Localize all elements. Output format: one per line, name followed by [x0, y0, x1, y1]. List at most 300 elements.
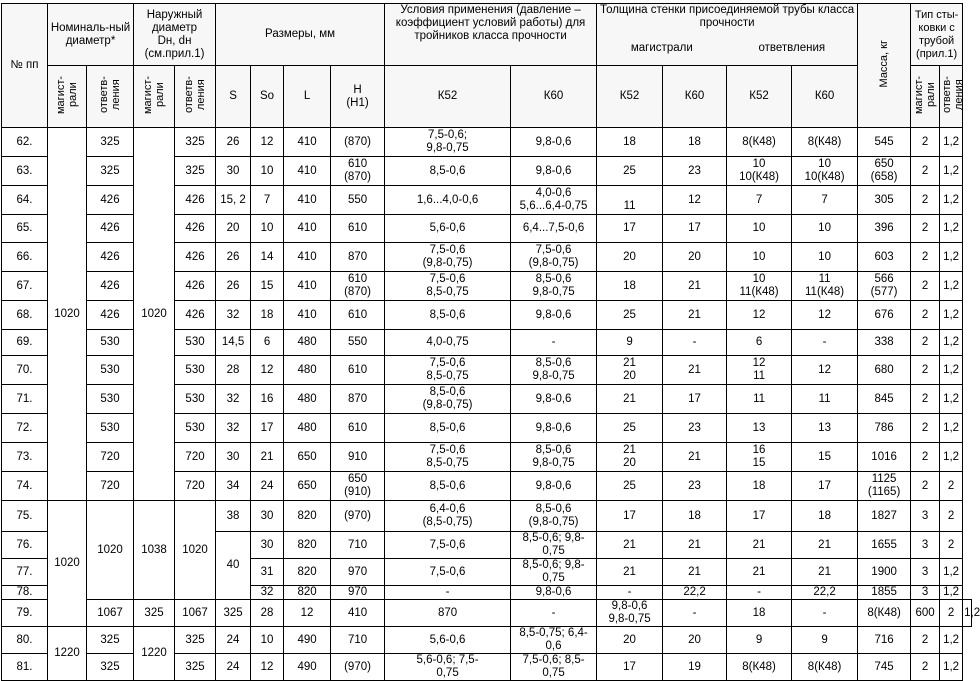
- cell-nom-mag: 1220: [48, 627, 87, 681]
- cell-t1: 2: [911, 654, 940, 681]
- cell-k60: 8,5-0,6 9,8-0,75: [511, 272, 597, 301]
- cell-k52: 5,6-0,6: [385, 627, 511, 654]
- cell-num: 69.: [2, 330, 48, 356]
- cell-k60: 9,8-0,6: [511, 157, 597, 186]
- cell-k52: 8,5-0,6: [385, 414, 511, 443]
- cell-t1: 2: [911, 385, 940, 414]
- cell-t2: 1,2: [940, 654, 963, 681]
- cell-wb52: -: [727, 586, 792, 600]
- cell-k60: -: [511, 330, 597, 356]
- cell-k60: 9,8-0,6: [511, 414, 597, 443]
- cell-t1: 2: [911, 414, 940, 443]
- cell-k60: 9,8-0,6: [511, 301, 597, 330]
- cell-wb52: 8(К48): [727, 654, 792, 681]
- cell-l: 490: [284, 627, 331, 654]
- cell-wb52: 10 10(К48): [727, 157, 792, 186]
- cell-nom-branch: 530: [87, 414, 134, 443]
- cell-l: 410: [284, 128, 331, 157]
- cell-wm52: 21 20: [597, 356, 663, 385]
- cell-h: 910: [331, 443, 385, 472]
- cell-k60: 9,8-0,6: [511, 472, 597, 501]
- table-row: [2, 627, 972, 654]
- cell-t1: 2: [911, 128, 940, 157]
- cell-wb52: 12 11: [727, 356, 792, 385]
- cell-t2: 1,2: [940, 414, 963, 443]
- cell-s: 40: [216, 532, 251, 600]
- cell-k52: 1,6...4,0-0,6: [385, 186, 511, 215]
- col-joint-header: Тип сты-ковки с трубой (прил.1): [911, 4, 963, 66]
- cell-s: 15, 2: [216, 186, 251, 215]
- cell-l: 480: [284, 356, 331, 385]
- cell-wb60: 22,2: [792, 586, 858, 600]
- cell-wm60: 23: [663, 157, 727, 186]
- cell-wb52: 17: [727, 501, 792, 532]
- cell-k52: 8,5-0,6: [385, 301, 511, 330]
- cell-wm60: 21: [663, 443, 727, 472]
- tees-spec-table: [1, 3, 980, 681]
- cell-wm60: 21: [663, 532, 727, 559]
- cell-wm60: -: [663, 330, 727, 356]
- cell-k52: 7,5-0,6: [385, 559, 511, 586]
- cell-t1: 2: [911, 301, 940, 330]
- wall-branch-header: ответвления: [758, 42, 826, 54]
- cell-out-branch: 530: [175, 385, 216, 414]
- cell-s: 24: [216, 627, 251, 654]
- cell-t2: 1,2: [963, 600, 972, 627]
- cell-t2: 1,2: [940, 330, 963, 356]
- cell-l: 410: [284, 243, 331, 272]
- cell-wb60: 11: [792, 385, 858, 414]
- cell-t2: 1,2: [940, 443, 963, 472]
- cell-wm52: 21 20: [597, 443, 663, 472]
- cell-out-branch: 325: [216, 600, 251, 627]
- cell-wb52: 11: [727, 385, 792, 414]
- cell-h: 610 (870): [331, 272, 385, 301]
- cell-h: 710: [331, 532, 385, 559]
- cell-wb52: 12: [727, 301, 792, 330]
- cell-s: 34: [216, 472, 251, 501]
- cell-wm52: 18: [597, 128, 663, 157]
- cell-num: 71.: [2, 385, 48, 414]
- cell-wb60: 17: [792, 472, 858, 501]
- cell-wb60: 8(К48): [792, 128, 858, 157]
- cell-nom-branch: 530: [87, 385, 134, 414]
- cell-h: 870: [385, 600, 511, 627]
- cell-so: 12: [284, 600, 331, 627]
- cell-num: 73.: [2, 443, 48, 472]
- cell-wm60: 23: [663, 472, 727, 501]
- cell-wm52: 25: [597, 157, 663, 186]
- cell-k52: 7,5-0,6 (9,8-0,75): [385, 243, 511, 272]
- cell-m: 396: [858, 215, 911, 243]
- cell-so: 30: [251, 532, 284, 559]
- cell-t1: 2: [911, 186, 940, 215]
- cell-num: 72.: [2, 414, 48, 443]
- cell-so: 12: [251, 356, 284, 385]
- cell-t2: 1,2: [940, 559, 963, 586]
- cell-k60: 9,8-0,6: [511, 385, 597, 414]
- cell-h: 970: [331, 586, 385, 600]
- cell-m: 676: [858, 301, 911, 330]
- cell-so: 14: [251, 243, 284, 272]
- cell-wm60: 17: [663, 385, 727, 414]
- cell-k52: 7,5-0,6: [385, 532, 511, 559]
- cell-wb52: -: [792, 600, 858, 627]
- cell-wb60: 12: [792, 356, 858, 385]
- cell-so: 10: [251, 157, 284, 186]
- cell-so: 18: [251, 301, 284, 330]
- col-mass-header: Масса, кг: [858, 4, 911, 128]
- cell-wb60: 13: [792, 414, 858, 443]
- cell-so: 21: [251, 443, 284, 472]
- cell-s: 30: [216, 157, 251, 186]
- cell-nom-mag: 1067: [87, 600, 134, 627]
- cell-t1: 2: [911, 243, 940, 272]
- cell-out-branch: 325: [175, 157, 216, 186]
- cell-so: 17: [251, 414, 284, 443]
- table-body: [2, 128, 980, 681]
- cell-num: 77.: [2, 559, 48, 586]
- cell-m: 1827: [858, 501, 911, 532]
- cell-wm60: 22,2: [663, 586, 727, 600]
- cell-nom-branch: 426: [87, 186, 134, 215]
- cell-num: 76.: [2, 532, 48, 559]
- cell-t2: 1,2: [940, 157, 963, 186]
- cell-t1: 2: [911, 472, 940, 501]
- cell-out-branch: 530: [175, 330, 216, 356]
- so-header: So: [251, 66, 284, 128]
- cell-k60: 8,5-0,75; 6,4-0,6: [511, 627, 597, 654]
- cell-nom-branch: 325: [87, 654, 134, 681]
- cell-t2: 1,2: [940, 356, 963, 385]
- cell-h: 650 (910): [331, 472, 385, 501]
- cell-k52: 5,6-0,6; 7,5- 0,75: [385, 654, 511, 681]
- cell-wb60: 9: [792, 627, 858, 654]
- cell-wm60: 12: [663, 186, 727, 215]
- cell-nom-branch: 325: [87, 157, 134, 186]
- cell-s: 28: [216, 356, 251, 385]
- cell-t2: 1,2: [940, 627, 963, 654]
- cell-l: 490: [284, 654, 331, 681]
- cell-k52: 7,5-0,6 8,5-0,75: [385, 443, 511, 472]
- cell-so: 31: [251, 559, 284, 586]
- cell-l: 410: [284, 272, 331, 301]
- cell-wm52: 18: [597, 272, 663, 301]
- cell-t1: 2: [911, 157, 940, 186]
- col-wall-header: Толщина стенки присоединяемой трубы класса прочности магистрали ответвления: [597, 4, 858, 66]
- col-num-header: № пп: [2, 4, 48, 128]
- cell-m: 680: [858, 356, 911, 385]
- cell-wm52: 25: [597, 414, 663, 443]
- cell-t2: 1,2: [940, 586, 963, 600]
- cell-h: (870): [331, 128, 385, 157]
- cell-out-mag: 1067: [175, 600, 216, 627]
- cell-k60: 9,8-0,6: [511, 128, 597, 157]
- cell-nom-branch: 530: [87, 356, 134, 385]
- cell-out-branch: 325: [175, 654, 216, 681]
- cell-out-branch: 325: [175, 627, 216, 654]
- cell-m: 1855: [858, 586, 911, 600]
- cell-t1: 2: [940, 600, 963, 627]
- wall-branch-k60-header: К60: [792, 66, 858, 128]
- cell-k52: 7,5-0,6; 9,8-0,75: [385, 128, 511, 157]
- cell-wb60: -: [792, 330, 858, 356]
- cell-m: 1900: [858, 559, 911, 586]
- cell-l: 820: [284, 586, 331, 600]
- cell-wb60: 11 11(К48): [792, 272, 858, 301]
- cell-t1: 3: [911, 586, 940, 600]
- cell-k60: 6,4...7,5-0,6: [511, 215, 597, 243]
- cell-wm60: 21: [663, 559, 727, 586]
- out-branch-header: ответв-ления: [175, 66, 216, 128]
- col-outer-diameter-header: Наружный диаметр Dн, dн (см.прил.1): [134, 4, 216, 66]
- cell-h: 550: [331, 330, 385, 356]
- cell-t2: 1,2: [940, 215, 963, 243]
- cell-out-branch: 325: [175, 128, 216, 157]
- cell-wb52: 10: [727, 215, 792, 243]
- cell-out-branch: 720: [175, 443, 216, 472]
- cell-h: 870: [331, 385, 385, 414]
- joint-branch-header: ответв-ления: [940, 66, 963, 128]
- cell-out-branch: 426: [175, 186, 216, 215]
- cell-s: 30: [216, 443, 251, 472]
- cell-out-mag: 1220: [134, 627, 175, 681]
- cell-k52: 7,5-0,6 8,5-0,75: [385, 356, 511, 385]
- cell-l: 410: [331, 600, 385, 627]
- cell-out-mag: 1020: [134, 128, 175, 501]
- cell-so: 15: [251, 272, 284, 301]
- cell-nom-branch: 426: [87, 215, 134, 243]
- cell-wb60: 10: [792, 215, 858, 243]
- cell-m: 545: [858, 128, 911, 157]
- cell-wm60: 20: [663, 243, 727, 272]
- cell-k52: 4,0-0,75: [385, 330, 511, 356]
- cell-wm60: 18: [727, 600, 792, 627]
- cell-out-branch: 530: [175, 356, 216, 385]
- cell-h: 550: [331, 186, 385, 215]
- cell-l: 820: [284, 559, 331, 586]
- cell-num: 70.: [2, 356, 48, 385]
- cell-h: 870: [331, 243, 385, 272]
- cell-wm52: 17: [597, 215, 663, 243]
- cond-k60-header: К60: [511, 66, 597, 128]
- cell-k60: 7,5-0,6; 8,5-0,75: [511, 654, 597, 681]
- col-nominal-diameter-header: Номиналь-ный диаметр*: [48, 4, 134, 66]
- cell-nom-mag: 1020: [48, 128, 87, 501]
- cell-h: (970): [331, 501, 385, 532]
- cell-so: 24: [251, 472, 284, 501]
- cell-t1: 2: [911, 443, 940, 472]
- cell-m: 786: [858, 414, 911, 443]
- cell-t2: 1,2: [940, 301, 963, 330]
- cell-wm52: 21: [597, 385, 663, 414]
- cell-nom-branch: 530: [87, 330, 134, 356]
- cell-s: 32: [216, 385, 251, 414]
- cell-wb60: 8(К48): [792, 654, 858, 681]
- cell-wm52: 17: [597, 654, 663, 681]
- cell-out-branch: 426: [175, 215, 216, 243]
- cell-l: 650: [284, 443, 331, 472]
- cell-l: 480: [284, 330, 331, 356]
- cell-wb60: 7: [792, 186, 858, 215]
- cell-h: 710: [331, 627, 385, 654]
- cell-m: 1016: [858, 443, 911, 472]
- cell-nom-mag: 1020: [48, 501, 87, 627]
- cell-wb52: 21: [727, 559, 792, 586]
- cell-wb60: 21: [792, 532, 858, 559]
- table-row: [2, 501, 972, 532]
- cell-t1: 3: [911, 559, 940, 586]
- cell-k52: 5,6-0,6: [385, 215, 511, 243]
- cell-s: 24: [216, 654, 251, 681]
- cell-t2: 1,2: [940, 385, 963, 414]
- cell-l: 820: [284, 532, 331, 559]
- cell-wb60: 15: [792, 443, 858, 472]
- cell-t2: 1,2: [940, 272, 963, 301]
- cell-num: 63.: [2, 157, 48, 186]
- cell-so: 7: [251, 186, 284, 215]
- cell-num: 75.: [2, 501, 48, 532]
- cell-out-branch: 530: [175, 414, 216, 443]
- table-header: [2, 4, 972, 128]
- cell-wb60: 10 10(К48): [792, 157, 858, 186]
- cell-s: 26: [216, 128, 251, 157]
- cell-wm60: 23: [663, 414, 727, 443]
- cell-k60: 8,5-0,6; 9,8-0,75: [511, 532, 597, 559]
- cell-nom-branch: 325: [134, 600, 175, 627]
- cell-nom-branch: 720: [87, 472, 134, 501]
- cell-wb52: 7: [727, 186, 792, 215]
- out-mag-header: магист-рали: [134, 66, 175, 128]
- cell-wb52: 16 15: [727, 443, 792, 472]
- cell-num: 66.: [2, 243, 48, 272]
- nom-mag-header: магист-рали: [48, 66, 87, 128]
- cell-nom-branch: 325: [87, 627, 134, 654]
- cell-k60: 7,5-0,6 (9,8-0,75): [511, 243, 597, 272]
- cell-k60: 4,0-0,6 5,6...6,4-0,75: [511, 186, 597, 215]
- cell-wm60: 17: [663, 215, 727, 243]
- cell-num: 80.: [2, 627, 48, 654]
- cell-wb52: 6: [727, 330, 792, 356]
- cell-l: 410: [284, 215, 331, 243]
- cell-m: 305: [858, 186, 911, 215]
- l-header: L: [284, 66, 331, 128]
- cell-so: 32: [251, 586, 284, 600]
- cell-s: 26: [216, 243, 251, 272]
- cell-wm52: 20: [597, 243, 663, 272]
- cell-wm60: 21: [663, 356, 727, 385]
- cell-wm52: 9: [597, 330, 663, 356]
- cell-so: 6: [251, 330, 284, 356]
- cell-h: 610: [331, 215, 385, 243]
- cell-wm52: 21: [597, 532, 663, 559]
- cell-nom-branch: 1020: [87, 501, 134, 600]
- cell-wb60: 12: [792, 301, 858, 330]
- cell-wb52: 10 11(К48): [727, 272, 792, 301]
- cell-num: 62.: [2, 128, 48, 157]
- cell-nom-branch: 426: [87, 301, 134, 330]
- cell-h: 610 (870): [331, 157, 385, 186]
- cell-t1: 2: [911, 272, 940, 301]
- cell-l: 410: [284, 301, 331, 330]
- wall-mag-k52-header: К52: [597, 66, 663, 128]
- cell-out-branch: 1020: [175, 501, 216, 600]
- s-header: S: [216, 66, 251, 128]
- cell-wb52: 13: [727, 414, 792, 443]
- cell-nom-branch: 426: [87, 272, 134, 301]
- cell-wm60: 21: [663, 301, 727, 330]
- cell-wm52: -: [663, 600, 727, 627]
- cell-wm60: 19: [663, 654, 727, 681]
- cell-h: 610: [331, 301, 385, 330]
- cell-wm52: 20: [597, 627, 663, 654]
- cell-h: (970): [331, 654, 385, 681]
- cell-out-branch: 426: [175, 272, 216, 301]
- cell-k60: 8,5-0,6 9,8-0,75: [511, 356, 597, 385]
- cell-k60: 9,8-0,6: [511, 586, 597, 600]
- cell-wm60: 20: [663, 627, 727, 654]
- cell-num: 81.: [2, 654, 48, 681]
- cell-nom-branch: 720: [87, 443, 134, 472]
- cell-so: 10: [251, 627, 284, 654]
- cell-num: 79.: [2, 600, 48, 627]
- cell-t2: 1,2: [940, 128, 963, 157]
- cell-h: 610: [331, 356, 385, 385]
- cell-m: 1125 (1165): [858, 472, 911, 501]
- cell-h: 970: [331, 559, 385, 586]
- cell-s: 32: [216, 301, 251, 330]
- cell-wm52: 25: [597, 472, 663, 501]
- cell-k52: 6,4-0,6 (8,5-0,75): [385, 501, 511, 532]
- cell-m: 603: [858, 243, 911, 272]
- cell-num: 74.: [2, 472, 48, 501]
- cell-l: 410: [284, 157, 331, 186]
- cell-t2: 2: [940, 532, 963, 559]
- cell-t2: 2: [940, 501, 963, 532]
- cond-k52-header: К52: [385, 66, 511, 128]
- cell-t2: 1,2: [940, 243, 963, 272]
- cell-l: 410: [284, 186, 331, 215]
- cell-t1: 2: [911, 627, 940, 654]
- cell-k52: -: [385, 586, 511, 600]
- cell-out-branch: 720: [175, 472, 216, 501]
- cell-so: 12: [251, 654, 284, 681]
- cell-wb52: 8(К48): [727, 128, 792, 157]
- cell-m: 716: [858, 627, 911, 654]
- cell-wb52: 10: [727, 243, 792, 272]
- cell-l: 820: [284, 501, 331, 532]
- cell-nom-branch: 325: [87, 128, 134, 157]
- cell-wm60: 18: [663, 501, 727, 532]
- cell-num: 65.: [2, 215, 48, 243]
- cell-m: 745: [858, 654, 911, 681]
- cell-l: 480: [284, 414, 331, 443]
- cell-k52: 8,5-0,6: [385, 472, 511, 501]
- cell-h: 610: [331, 414, 385, 443]
- cell-k52: 8,5-0,6 (9,8-0,75): [385, 385, 511, 414]
- cell-wm52: 25: [597, 301, 663, 330]
- cell-t2: 2: [940, 472, 963, 501]
- cell-s: 20: [216, 215, 251, 243]
- table-row: [2, 600, 972, 627]
- cell-k52: 7,5-0,6 8,5-0,75: [385, 272, 511, 301]
- cell-num: 64.: [2, 186, 48, 215]
- cell-k52: -: [511, 600, 597, 627]
- cell-l: 480: [284, 385, 331, 414]
- cell-m: 650 (658): [858, 157, 911, 186]
- cell-t1: 2: [911, 330, 940, 356]
- cell-out-branch: 426: [175, 243, 216, 272]
